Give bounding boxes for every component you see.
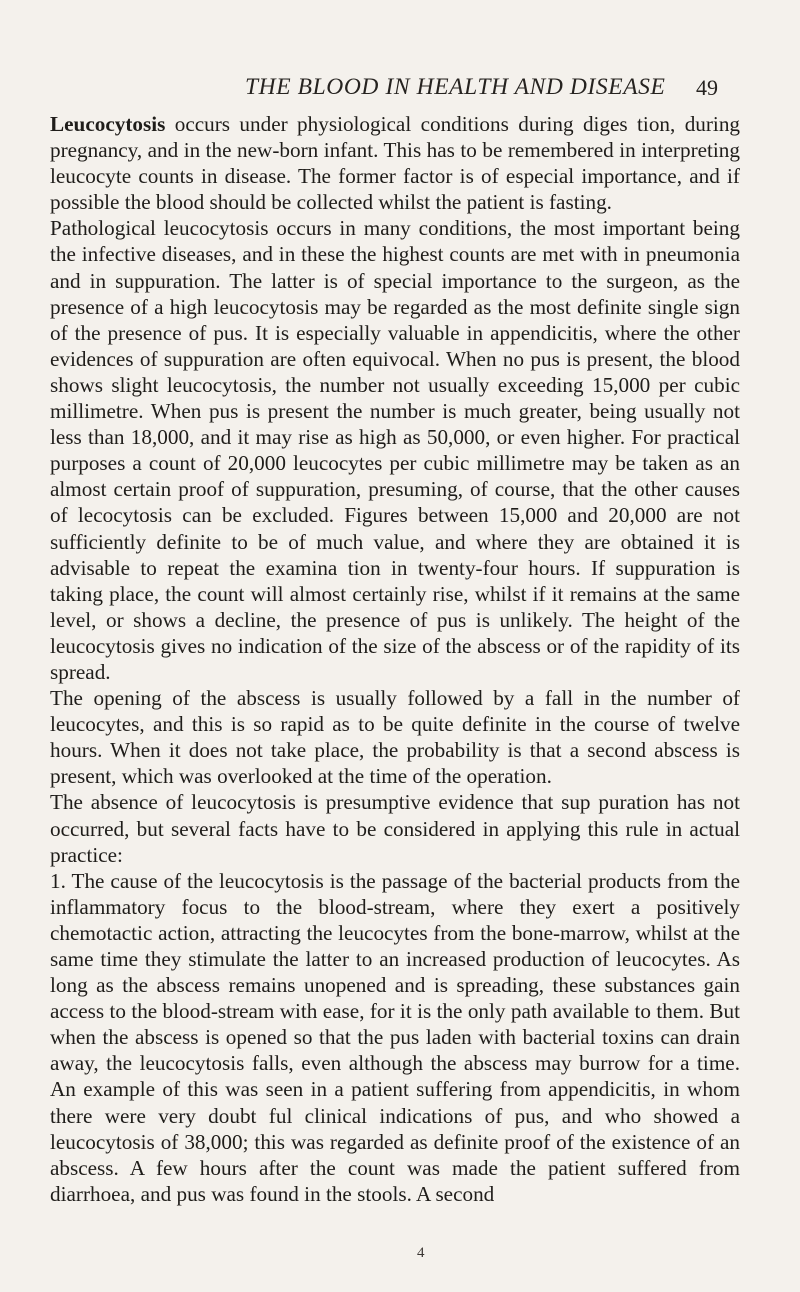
paragraph-opening-abscess: The opening of the abscess is usually followed by a fall in the number of leucocytes, and this is so rapid as to be quite definite in the course of twelve hours. When it does not take place, the probability is that a second abscess is present, which was overlooked at the time of the operation. <box>50 686 740 789</box>
signature-mark: 4 <box>417 1245 425 1261</box>
paragraph-point-1: 1. The cause of the leucocytosis is the passage of the bacterial products from the inflammatory focus to the blood-stream, where they exert a positively chemotactic action, attracting the leucocytes from the bone-marrow, whilst at the same time they stimulate the latter to an increased production of leucocytes. As long as the abscess remains unopened and is spreading, these substances gain access to the blood-stream with ease, for it is the only path available to them. But when the abscess is opened so that the pus laden with bacterial toxins can drain away, the leucocytosis falls, even although the abscess may burrow for a time. An example of this was seen in a patient suffering from appendicitis, in whom there were very doubt ful clinical indications of pus, and who showed a leucocytosis of 38,000; this was regarded as definite proof of the existence of an abscess. A few hours after the count was made the patient suffered from diarrhoea, and pus was found in the stools. A second <box>50 868 740 1206</box>
running-header <box>0 74 800 108</box>
running-title: THE BLOOD IN HEALTH AND DISEASE <box>245 74 666 100</box>
paragraph-absence: The absence of leucocytosis is presumptive evidence that sup puration has not occurred, but several facts have to be considered in applying this rule in actual practice: <box>50 790 740 867</box>
paragraph-pathological: Pathological leucocytosis occurs in many conditions, the most important being the infective diseases, and in these the highest counts are met with in pneumonia and in suppuration. The latter is of special importance to the surgeon, as the presence of a high leucocytosis may be regarded as the most definite single sign of the presence of pus. It is especially valuable in appendicitis, where the other evidences of suppuration are often equivocal. When no pus is present, the blood shows slight leucocytosis, the number not usually exceeding 15,000 per cubic millimetre. When pus is present the number is much greater, being usually not less than 18,000, and it may rise as high as 50,000, or even higher. For practical purposes a count of 20,000 leucocytes per cubic millimetre may be taken as an almost certain proof of suppuration, presuming, of course, that the other causes of lecocytosis can be excluded. Figures between 15,000 and 20,000 are not sufficiently definite to be of much value, and where they are obtained it is advisable to repeat the examina tion in twenty-four hours. If suppuration is taking place, the count will almost certainly rise, whilst if it remains at the same level, or shows a decline, the presence of pus is unlikely. The height of the leucocytosis gives no indication of the size of the abscess or of the rapidity of its spread. <box>50 216 740 684</box>
paragraph-text: occurs under physiological conditions during diges tion, during pregnancy, and in the new-born infant. This has to be remembered in interpreting leucocyte counts in disease. The former factor is of especial importance, and if possible the blood should be collected whilst the patient is fasting. <box>50 112 741 215</box>
body-text <box>50 111 740 1207</box>
page-number: 49 <box>696 75 718 100</box>
paragraph-leucocytosis <box>50 111 740 215</box>
paragraph-lead-term: Leucocytosis <box>50 112 166 136</box>
